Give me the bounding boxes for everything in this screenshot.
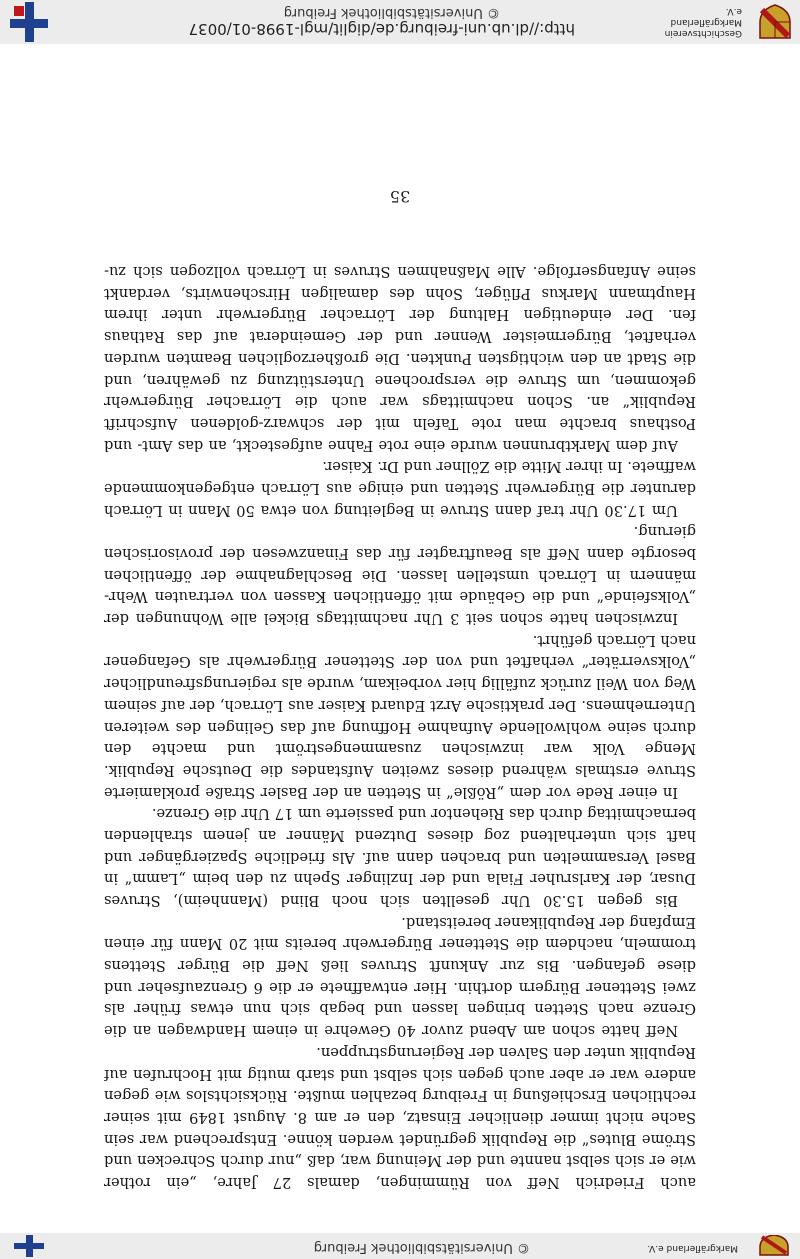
text-line: Inzwischen hatte schon seit 3 Uhr nachmittags Bickel alle Wohnungen der <box>104 610 678 628</box>
text-line: „Volksfeinde“ und die Gebäude mit öffentlichen Kassen von vertrauten Wehr- <box>104 588 696 606</box>
text-line: Republik unter den Salven der Regierungstruppen. <box>316 1043 696 1061</box>
text-line: diese gefangen. Bis zur Ankunft Struves ließ Neff die Bürger Stettens <box>104 957 696 975</box>
text-line: Unternehmens. Der praktische Arzt Eduard Kaiser aus Lörrach, der auf seinem <box>104 696 696 714</box>
text-line: verhaftet, Bürgermeister Wenner und der Gemeinderat auf das Rathaus <box>104 328 696 346</box>
text-line: Posthaus brachte man rote Tafeln mit der schwarz-goldenen Aufschrift <box>104 414 696 432</box>
text-line: wie er sich selbst nannte und der Meinung war, daß „nur durch Schrecken und <box>104 1152 696 1170</box>
university-logo-icon <box>14 1235 44 1257</box>
text-line: waffnete. In ihrer Mitte die Zöllner und Dr. Kaiser. <box>322 458 696 476</box>
text-line: Hauptmann Markus Pflüger, Sohn des damaligen Hirschenwirts, verdankt <box>104 284 696 302</box>
text-line: zwei Stettener Bürgern dorthin. Hier entwaffnete er die 6 Grenzaufseher und <box>104 978 696 996</box>
text-line: darunter die Bürgerwehr Stetten und einige aus Lörrach entgegenkommende <box>104 480 696 497</box>
university-logo-icon <box>10 2 48 42</box>
text-line: die Stadt an den wichtigsten Punkten. Die großherzoglichen Beamten wurden <box>104 349 696 367</box>
text-line: Auf dem Marktbrunnen wurde eine rote Fahne aufgesteckt, an das Amt- und <box>104 436 678 454</box>
copyright-notice: © Universitätsbibliothek Freiburg <box>313 1240 530 1255</box>
text-line: Dusar, der Karlsruher Fiala und der Inzlinger Spehn zu den beim „Lamm“ in <box>104 870 696 888</box>
text-line: trommeln, nachdem die Stettener Bürgerwehr bereits mit 20 Mann für einen <box>104 935 696 953</box>
text-line: Neff hatte schon am Abend zuvor 40 Gewehre in einem Handwagen an die <box>104 1022 678 1040</box>
copyright-notice: © Universitätsbibliothek Freiburg <box>283 5 500 20</box>
text-line: besorgte dann Neff als Beauftragter für das Finanzwesen der provisorischen <box>104 545 696 563</box>
text-line: Struve erstmals während dieses zweiten Aufstandes die Deutsche Republik. <box>104 761 696 779</box>
society-crest-icon <box>758 1235 790 1257</box>
body-text <box>104 260 696 1193</box>
text-line: Bis gegen 15.30 Uhr gesellten sich noch Blind (Mannheim), Struves <box>104 892 678 910</box>
text-line: „Volksverräter“ verhaftet und von der Stettener Bürgerwehr als Gefangener <box>104 653 696 671</box>
text-line: bernachmittag durch das Riehentor und passierte um 17 Uhr die Grenze. <box>151 805 696 823</box>
text-line: Empfang der Republikaner bereitstand. <box>401 913 696 931</box>
society-crest-icon <box>758 4 792 40</box>
text-line: männern in Lörrach umstellen lassen. Die Beschlagnahme der öffentlichen <box>104 566 696 584</box>
page-number: 35 <box>389 187 411 206</box>
text-line: auch Friedrich Neff von Rümmingen, damals 27 Jahre, „ein rother <box>104 1174 696 1191</box>
text-line: Menge Volk war inzwischen zusammengeströmt und machte den <box>104 740 696 758</box>
text-line: durch seine wohlwollende Aufnahme Hoffnung auf das Gelingen des weiteren <box>104 718 696 736</box>
text-line: andere war er aber auch gegen sich selbst und starb mutig mit Hochrufen auf <box>104 1065 696 1083</box>
text-line: gierung. <box>633 523 696 541</box>
document-url[interactable]: http://dl.ub.uni-freiburg.de/diglit/mgl-1998-01/0037 <box>188 20 575 38</box>
text-line: Weg von Weil zurück zufällig hier vorbeikam, wurde als regierungsfreundlicher <box>104 675 696 693</box>
text-line: haft sich unterhaltend zog dieses Dutzend Männer an jenem strahlenden <box>104 827 696 844</box>
society-name: Markgräflerland e.V. <box>647 1243 738 1253</box>
text-line: Basel Versammelten und brachen dann auf. Als friedliche Spaziergänger und <box>104 848 696 866</box>
text-line: Sache nicht immer dienlicher Einsatz, den er am 8. August 1849 mit seiner <box>104 1108 696 1126</box>
text-line: gekommen, um Struve die versprochene Unterstützung zu gewähren, und <box>104 371 696 389</box>
header-bar <box>0 0 800 44</box>
text-line: Um 17.30 Uhr traf dann Struve in Begleitung von etwa 50 Mann in Lörrach <box>104 501 678 519</box>
scanned-page <box>0 44 800 1233</box>
footer-bar <box>0 1233 800 1259</box>
text-line: Republik“ an. Schon nachmittags war auch die Lörracher Bürgerwehr <box>104 393 696 411</box>
text-line: nach Lörrach geführt. <box>532 631 696 649</box>
text-line: fen. Der eindeutigen Haltung der Lörracher Bürgerwehr unter ihrem <box>104 306 696 324</box>
text-line: Ströme Blutes“ die Republik gegründet werden könne. Entsprechend war sein <box>104 1130 696 1148</box>
text-line: seine Anfangserfolge. Alle Maßnahmen Struves in Lörrach vollzogen sich zu- <box>104 263 696 281</box>
text-line: Grenze nach Stetten bringen lassen und begab sich nun etwas früher als <box>104 1000 696 1018</box>
text-line: In einer Rede vor dem „Rößle“ in Stetten an der Basler Straße proklamierte <box>104 783 678 801</box>
society-name: Geschichtsverein Markgräflerland e.V. <box>664 6 742 38</box>
text-line: rechtlichen Erschießung in Freiburg bezahlen mußte. Rücksichtslos wie gegen <box>104 1087 696 1105</box>
